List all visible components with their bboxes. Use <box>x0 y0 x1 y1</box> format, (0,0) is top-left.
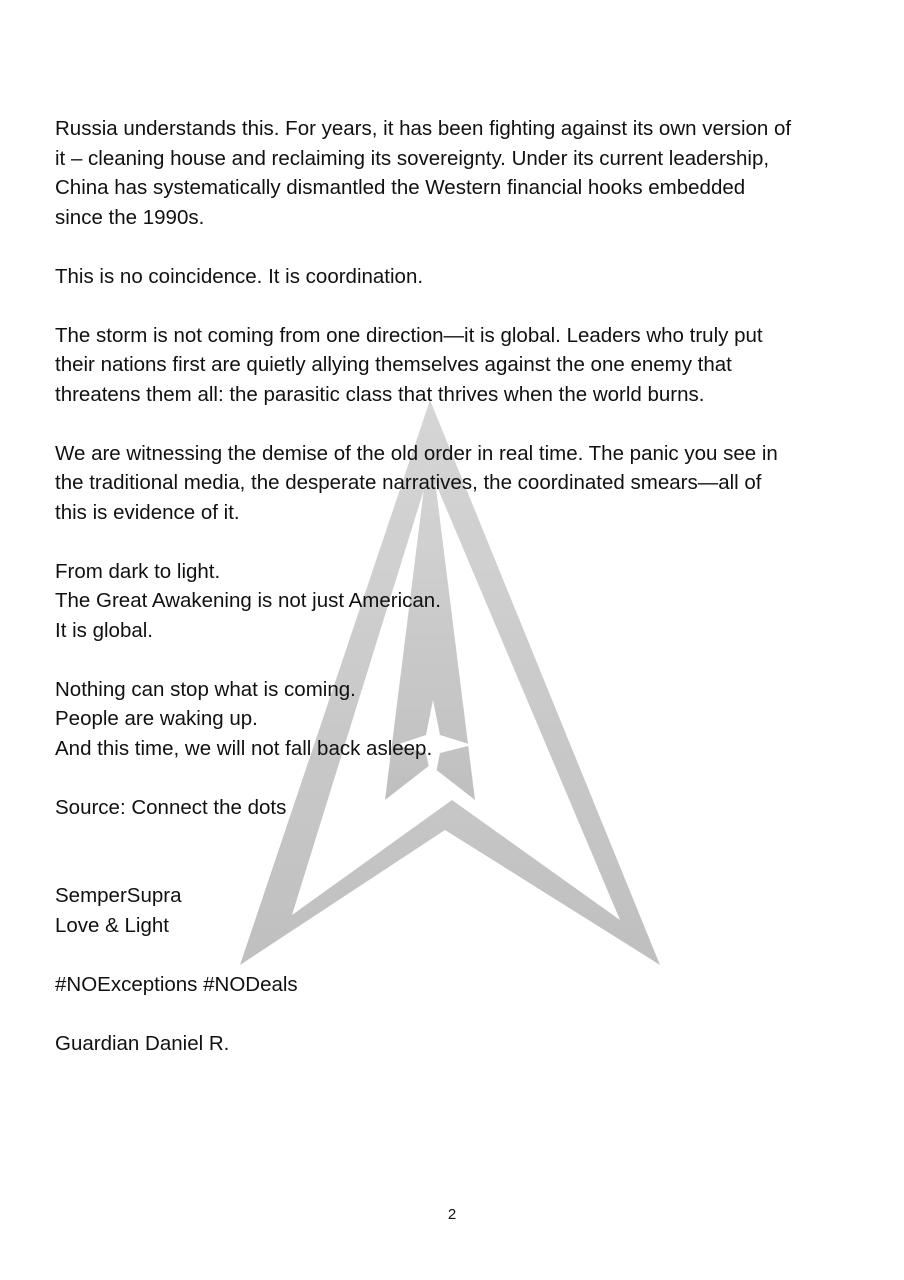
text-line: it – cleaning house and reclaiming its sovereignty. Under its current leadership, <box>55 146 770 170</box>
text-line: threatens them all: the parasitic class that thrives when the world burns. <box>55 382 705 406</box>
signoff-line: SemperSupra <box>55 884 182 907</box>
paragraph-nothing-can-stop <box>55 675 855 764</box>
paragraph-coordination <box>55 262 855 292</box>
paragraph-signoff <box>55 881 855 940</box>
signoff-line: Love & Light <box>55 913 169 937</box>
text-line: And this time, we will not fall back asleep. <box>55 736 433 760</box>
text-line: Russia understands this. For years, it has been fighting against its own version of <box>55 117 792 140</box>
document-body <box>55 114 855 1088</box>
text-line: The storm is not coming from one direction—it is global. Leaders who truly put <box>55 323 763 347</box>
text-line: China has systematically dismantled the Western financial hooks embedded <box>55 176 746 199</box>
source-line: Source: Connect the dots <box>55 795 287 819</box>
paragraph-source <box>55 793 855 823</box>
text-line: People are waking up. <box>55 707 258 730</box>
text-line: We are witnessing the demise of the old order in real time. The panic you see in <box>55 441 778 465</box>
text-line: Nothing can stop what is coming. <box>55 677 356 701</box>
text-line: From dark to light. <box>55 559 221 583</box>
author-line: Guardian Daniel R. <box>55 1031 230 1055</box>
text-line: This is no coincidence. It is coordination. <box>55 264 424 288</box>
text-line: The Great Awakening is not just American. <box>55 589 441 612</box>
text-line: their nations first are quietly allying themselves against the one enemy that <box>55 353 732 376</box>
paragraph-old-order <box>55 439 855 528</box>
paragraph-author <box>55 1029 855 1059</box>
text-line: It is global. <box>55 618 153 642</box>
paragraph-storm <box>55 321 855 410</box>
paragraph-dark-to-light <box>55 557 855 646</box>
paragraph-hashtags <box>55 970 855 1000</box>
text-line: the traditional media, the desperate narratives, the coordinated smears—all of <box>55 471 762 494</box>
page-number: 2 <box>447 1206 457 1223</box>
paragraph-russia-china <box>55 114 855 232</box>
hashtags-line: #NOExceptions #NODeals <box>55 972 298 996</box>
text-line: this is evidence of it. <box>55 500 240 524</box>
text-line: since the 1990s. <box>55 205 205 229</box>
